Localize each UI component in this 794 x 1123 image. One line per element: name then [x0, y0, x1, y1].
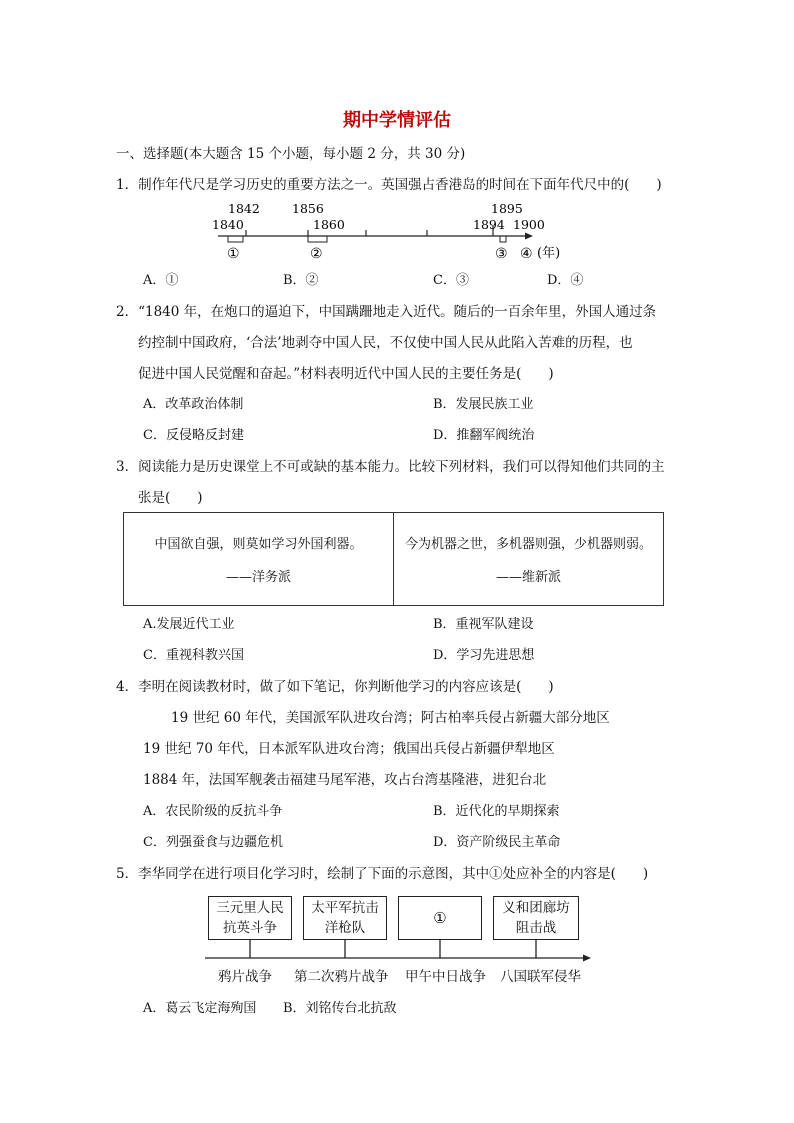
- year-1894: 1894: [473, 217, 505, 232]
- q4-option-a[interactable]: A．农民阶级的反抗斗争: [143, 804, 283, 819]
- q4-note-3: 1884 年，法国军舰袭击福建马尾军港，攻占台湾基隆港，进犯台北: [143, 772, 547, 788]
- q1-option-c[interactable]: C．③: [433, 273, 469, 288]
- q1-stem: 1．制作年代尺是学习历史的重要方法之一。英国强占香港岛的时间在下面年代尺中的( ): [116, 177, 662, 193]
- bracket-1: [228, 236, 243, 242]
- q2-option-c[interactable]: C．反侵略反封建: [143, 428, 244, 443]
- q5-war-axis: [205, 940, 605, 962]
- q1-option-b[interactable]: B．②: [283, 273, 319, 288]
- q2-line-1: 2．“1840 年，在炮口的逼迫下，中国蹒跚地走入近代。随后的一百余年里，外国人通过条: [116, 304, 657, 320]
- war-label-3: 甲午中日战争: [405, 969, 486, 985]
- war-label-1: 鸦片战争: [218, 969, 272, 985]
- mark-2: ②: [310, 246, 323, 262]
- year-1842: 1842: [228, 201, 260, 216]
- q3-line-1: 3．阅读能力是历史课堂上不可或缺的基本能力。比较下列材料，我们可以得知他们共同的主: [116, 459, 665, 475]
- q3-option-d[interactable]: D．学习先进思想: [433, 648, 535, 663]
- q5-box-taiping: 太平军抗击 洋枪队: [303, 896, 387, 940]
- q4-option-d[interactable]: D．资产阶级民主革命: [433, 835, 561, 850]
- q2-line-3: 促进中国人民觉醒和奋起。”材料表明近代中国人民的主要任务是( ): [138, 366, 554, 382]
- q2-option-b[interactable]: B．发展民族工业: [433, 397, 534, 412]
- year-1856: 1856: [292, 201, 324, 216]
- q3-option-b[interactable]: B．重视军队建设: [433, 617, 534, 632]
- q1-option-d[interactable]: D．④: [547, 273, 584, 288]
- quote-source: ——洋务派: [225, 570, 291, 585]
- q2-option-d[interactable]: D．推翻军阀统治: [433, 428, 535, 443]
- q5-box-sanyuanli: 三元里人民 抗英斗争: [208, 896, 292, 940]
- q3-line-2: 张是( ): [138, 490, 203, 506]
- mark-1: ①: [227, 246, 240, 262]
- mark-4: ④: [520, 246, 533, 262]
- q3-quote-table: [123, 512, 664, 606]
- q5-option-a[interactable]: A．葛云飞定海殉国: [143, 1001, 257, 1016]
- quote-source: ——维新派: [495, 570, 561, 585]
- timeline-arrow-icon: [525, 233, 533, 240]
- year-1900: 1900: [513, 217, 545, 232]
- q2-option-a[interactable]: A．改革政治体制: [143, 397, 244, 412]
- q4-note-2: 19 世纪 70 年代，日本派军队进攻台湾；俄国出兵侵占新疆伊犁地区: [143, 741, 555, 757]
- q4-option-c[interactable]: C．列强蚕食与边疆危机: [143, 835, 283, 850]
- year-1840: 1840: [212, 217, 244, 232]
- q4-option-b[interactable]: B．近代化的早期探索: [433, 804, 560, 819]
- war-label-4: 八国联军侵华: [500, 969, 581, 985]
- q5-box-yihetuan: 义和团廊坊 阻击战: [493, 896, 579, 940]
- bracket-3: [500, 236, 506, 242]
- q4-stem: 4．李明在阅读教材时，做了如下笔记，你判断他学习的内容应该是( ): [116, 679, 554, 695]
- bracket-2: [308, 236, 327, 242]
- quote-cell-weixin: [393, 513, 663, 605]
- q5-stem: 5．李华同学在进行项目化学习时，绘制了下面的示意图，其中①处应补全的内容是( ): [116, 866, 649, 882]
- q4-note-1: 19 世纪 60 年代，美国派军队进攻台湾；阿古柏率兵侵占新疆大部分地区: [171, 710, 610, 726]
- q3-option-c[interactable]: C．重视科教兴国: [143, 648, 244, 663]
- quote-text: 中国欲自强，则莫如学习外国利器。: [154, 537, 363, 552]
- year-1860: 1860: [313, 217, 345, 232]
- q5-option-b[interactable]: B．刘铭传台北抗敌: [283, 1001, 397, 1016]
- q2-line-2: 约控制中国政府，‘合法’地剥夺中国人民，不仅使中国人民从此陷入苦难的历程，也: [138, 335, 633, 351]
- mark-3: ③: [495, 246, 508, 262]
- q1-timeline: [200, 196, 600, 262]
- q1-option-a[interactable]: A．①: [143, 273, 179, 288]
- q5-box-blank: ①: [398, 896, 482, 940]
- quote-cell-yangwu: [124, 513, 393, 605]
- page-title: 期中学情评估: [343, 110, 451, 131]
- timeline-unit: (年): [537, 246, 561, 261]
- war-axis-arrow-icon: [583, 955, 591, 962]
- timeline-ticks: [246, 226, 493, 236]
- quote-text: 今为机器之世，多机器则强，少机器则弱。: [404, 537, 652, 552]
- war-label-2: 第二次鸦片战争: [294, 969, 389, 985]
- year-1895: 1895: [491, 201, 523, 216]
- q3-option-a[interactable]: A.发展近代工业: [143, 617, 235, 632]
- section-header: 一、选择题(本大题含 15 个小题，每小题 2 分，共 30 分): [116, 146, 466, 162]
